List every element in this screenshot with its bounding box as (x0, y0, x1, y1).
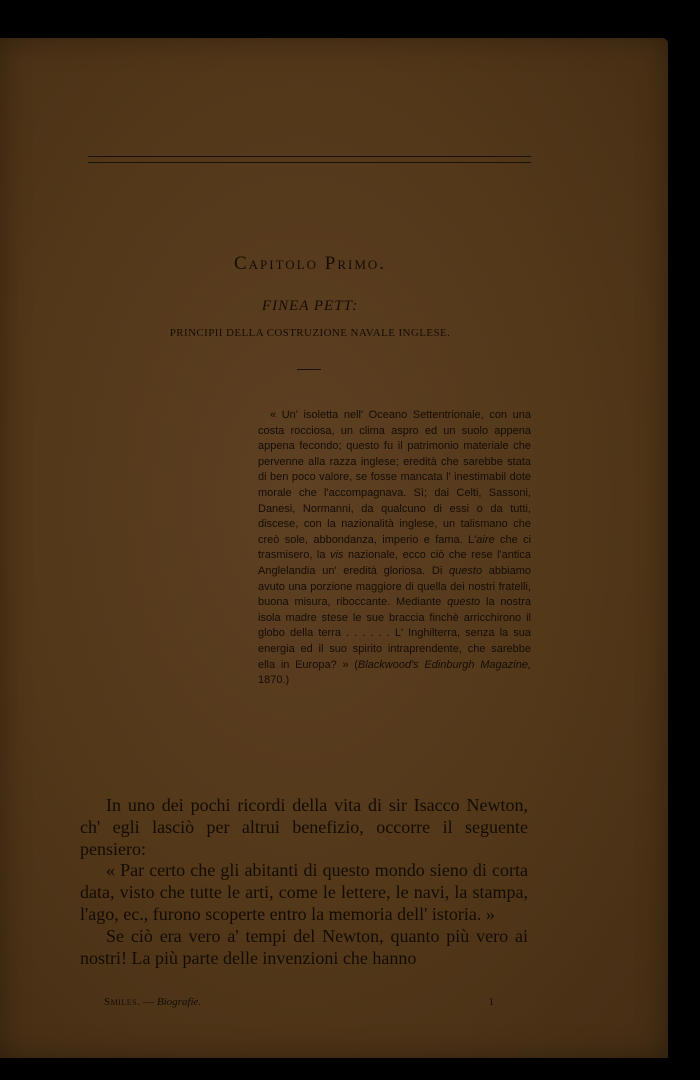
section-divider (297, 369, 321, 370)
chapter-subsubtitle: PRINCIPII DELLA COSTRUZIONE NAVALE INGLESE. (169, 327, 451, 339)
epigraph-text-5: la nostra isola madre stese le sue braccia finchè arricchirono il globo della terra . . . . . . L' Inghilterra, senza la sua energia ed il suo spirito intraprendente, che sarebbe ella in Europa? » ( (258, 596, 531, 671)
epigraph-source: Blackwood's Edinburgh Magazine, (357, 658, 532, 671)
epigraph-text-4: abbiamo avuto una porzione maggiore di quella dei nostri fratelli, buona misura, riboccante. Mediante (258, 564, 531, 609)
footer-work: Biografie. (156, 996, 202, 1008)
footer-signature: 1 (488, 996, 494, 1008)
footer-credit (104, 996, 201, 1008)
footer-author: Smiles. (104, 996, 141, 1008)
book-page (0, 38, 668, 1058)
epigraph-italic-questo-1: questo (449, 564, 483, 577)
epigraph-text-2: che ci trasmisero, la (258, 533, 532, 562)
body-paragraph-3: Se ciò era vero a' tempi del Newton, quanto più vero ai nostri! La più parte delle invenzioni che hanno (80, 925, 528, 968)
epigraph-text-1: « Un' isoletta nell' Oceano Settentrionale, con una costa rocciosa, un clima aspro ed un suolo appena appena fecondo; questo fu il patrimonio materiale che pervenne alla razza inglese; eredità che sarebbe stata di ben poco valore, se fosse mancata l' inestimabil dote morale che l'accompagnava. Sì; dai Celti, Sassoni, Danesi, Normanni, da qualcuno di essi o da tutti, discese, con la nazionalità inglese, un talismano che creò sole, abbondanza, imperio e fama. L' (258, 409, 531, 546)
epigraph-text-3: nazionale, ecco ciò che rese l'antica Anglelandia un' eredità gloriosa. Di (258, 549, 531, 577)
body-text (80, 795, 528, 969)
footer-separator: — (140, 996, 157, 1008)
chapter-title: Capitolo Primo. (233, 253, 387, 274)
epigraph-italic-aire: aire (476, 533, 495, 546)
body-paragraph-2: « Par certo che gli abitanti di questo mondo sieno di corta data, visto che tutte le arti, come le lettere, le navi, la stampa, l'ago, ec., furono scoperte entro la memoria dell' istoria. » (80, 860, 528, 924)
header-double-rule (88, 156, 531, 163)
epigraph-italic-vis: vis (329, 549, 344, 562)
epigraph-year: 1870.) (258, 674, 290, 687)
body-paragraph-1: In uno dei pochi ricordi della vita di sir Isacco Newton, ch' egli lasciò per altrui benefizio, occorre il seguente pensiero: (80, 795, 528, 859)
chapter-subtitle: FINEA PETT: (261, 298, 359, 314)
epigraph-italic-questo-2: questo (447, 596, 481, 609)
epigraph-quote (258, 408, 531, 689)
